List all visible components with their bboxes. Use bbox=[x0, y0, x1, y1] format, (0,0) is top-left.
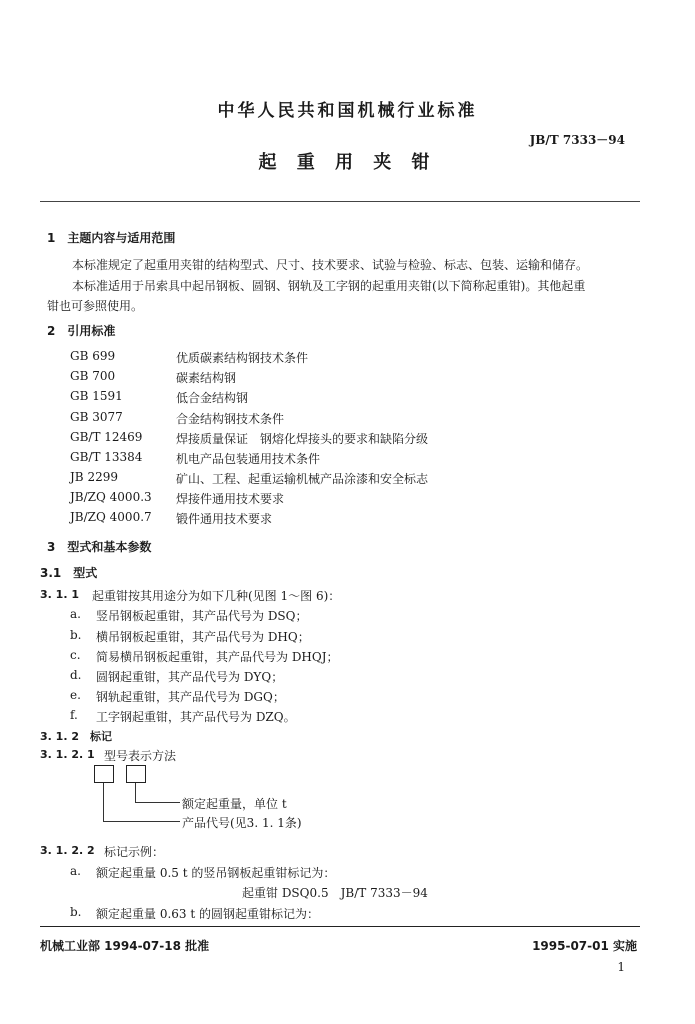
list-marker: a. bbox=[70, 864, 81, 878]
header-rule bbox=[40, 201, 640, 202]
clause-number: 3. 1. 2. 1 bbox=[40, 748, 95, 761]
list-item: 竖吊钢板起重钳，其产品代号为 DSQ； bbox=[96, 609, 308, 623]
ref-name: 矿山、工程、起重运输机械产品涂漆和安全标志 bbox=[176, 472, 429, 486]
list-item: 圆钢起重钳，其产品代号为 DYQ； bbox=[96, 670, 284, 684]
ref-name: 锻件通用技术要求 bbox=[176, 512, 273, 526]
footer-rule bbox=[40, 926, 640, 927]
list-marker: b. bbox=[70, 905, 82, 919]
page-number: 1 bbox=[617, 960, 625, 974]
list-marker: b. bbox=[70, 628, 82, 642]
list-item: 钢轨起重钳，其产品代号为 DGQ； bbox=[96, 690, 285, 704]
section-1-heading: 1 主题内容与适用范围 bbox=[47, 231, 176, 245]
section-2-heading: 2 引用标准 bbox=[47, 324, 116, 338]
list-marker: a. bbox=[70, 607, 81, 621]
ref-code: GB/T 12469 bbox=[70, 430, 143, 444]
leader-line bbox=[135, 783, 136, 803]
list-item: 简易横吊钢板起重钳，其产品代号为 DHQJ； bbox=[96, 650, 339, 664]
list-marker: e. bbox=[70, 688, 81, 702]
rated-load-box bbox=[126, 765, 146, 783]
ref-code: GB/T 13384 bbox=[70, 450, 143, 464]
ref-name: 合金结构钢技术条件 bbox=[176, 412, 285, 426]
list-marker: d. bbox=[70, 668, 82, 682]
clause-3-1-1-text: 起重钳按其用途分为如下几种(见图 1～图 6)： bbox=[92, 589, 341, 603]
clause-3-1-2-2-text: 标记示例： bbox=[104, 845, 165, 859]
ref-code: JB/ZQ 4000.7 bbox=[70, 510, 152, 524]
leader-line bbox=[135, 802, 180, 803]
ref-name: 碳素结构钢 bbox=[176, 371, 237, 385]
issuing-organization: 中华人民共和国机械行业标准 bbox=[217, 101, 478, 121]
list-item: 工字钢起重钳，其产品代号为 DZQ。 bbox=[96, 710, 296, 724]
leader-line bbox=[103, 783, 104, 822]
section-3-1-heading: 3.1 型式 bbox=[40, 566, 98, 580]
ref-code: GB 3077 bbox=[70, 410, 123, 424]
leader-line bbox=[103, 821, 180, 822]
ref-code: GB 1591 bbox=[70, 389, 123, 403]
section-1-paragraph-2: 本标准适用于吊索具中起吊钢板、圆钢、钢轨及工字钢的起重用夹钳(以下简称起重钳)。其他起重 bbox=[72, 279, 586, 293]
example-a-code: 起重钳 DSQ0.5 JB/T 7333－94 bbox=[242, 886, 428, 900]
ref-name: 焊接质量保证 钢熔化焊接头的要求和缺陷分级 bbox=[176, 432, 429, 446]
ref-code: JB/ZQ 4000.3 bbox=[70, 490, 152, 504]
product-code-label: 产品代号(见3. 1. 1条) bbox=[182, 816, 302, 830]
section-3-1-2-heading: 3. 1. 2 标记 bbox=[40, 730, 112, 743]
example-b-text: 额定起重量 0.63 t 的圆钢起重钳标记为： bbox=[96, 907, 319, 921]
section-3-heading: 3 型式和基本参数 bbox=[47, 540, 152, 554]
approval-date: 机械工业部 1994-07-18 批准 bbox=[40, 939, 210, 953]
clause-number: 3. 1. 2. 2 bbox=[40, 844, 95, 857]
ref-name: 低合金结构钢 bbox=[176, 391, 249, 405]
list-marker: f. bbox=[70, 708, 78, 722]
ref-name: 焊接件通用技术要求 bbox=[176, 492, 285, 506]
list-item: 横吊钢板起重钳，其产品代号为 DHQ； bbox=[96, 630, 310, 644]
clause-number: 3. 1. 1 bbox=[40, 588, 79, 601]
ref-name: 机电产品包装通用技术条件 bbox=[176, 452, 321, 466]
document-title: 起 重 用 夹 钳 bbox=[258, 152, 437, 173]
standard-number: JB/T 7333－94 bbox=[529, 133, 625, 147]
section-1-paragraph-1: 本标准规定了起重用夹钳的结构型式、尺寸、技术要求、试验与检验、标志、包装、运输和储存。 bbox=[72, 258, 589, 272]
rated-load-label: 额定起重量，单位 t bbox=[182, 797, 287, 811]
ref-code: GB 700 bbox=[70, 369, 116, 383]
example-a-text: 额定起重量 0.5 t 的竖吊钢板起重钳标记为： bbox=[96, 866, 336, 880]
implementation-date: 1995-07-01 实施 bbox=[532, 939, 637, 953]
ref-code: GB 699 bbox=[70, 349, 116, 363]
product-code-box bbox=[94, 765, 114, 783]
ref-name: 优质碳素结构钢技术条件 bbox=[176, 351, 309, 365]
ref-code: JB 2299 bbox=[70, 470, 118, 484]
section-1-paragraph-2-cont: 钳也可参照使用。 bbox=[47, 299, 144, 313]
list-marker: c. bbox=[70, 648, 81, 662]
clause-3-1-2-1-text: 型号表示方法 bbox=[104, 749, 177, 763]
